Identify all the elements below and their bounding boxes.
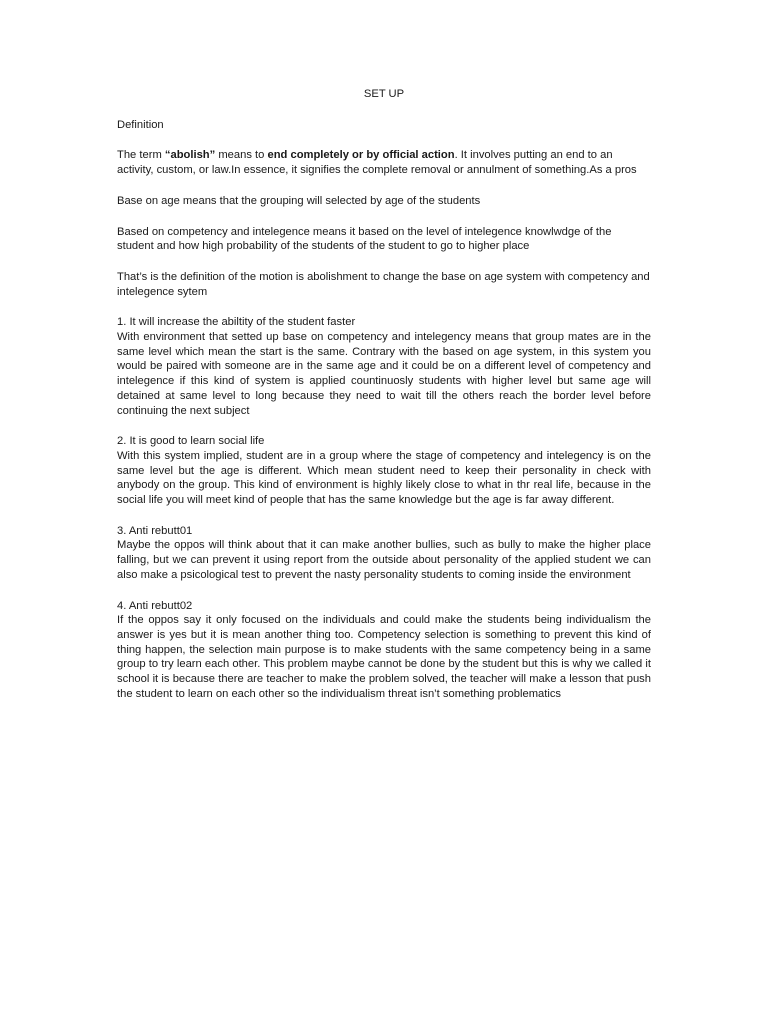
argument-point-3 [117, 524, 651, 583]
age-definition: Base on age means that the grouping will selected by age of the students [117, 194, 481, 207]
point-heading: 2. It is good to learn social life [117, 435, 265, 448]
competency-definition: Based on competency and intelegence means it based on the level of intelegence knowlwdge of the student and how high probability of the students of the student to go to higher place [117, 225, 612, 253]
section-heading: Definition [117, 118, 164, 131]
page-title: SET UP [363, 88, 405, 100]
abolish-term: “abolish” [164, 149, 216, 162]
abolish-definition [117, 148, 651, 177]
argument-point-2 [117, 434, 651, 508]
argument-point-1 [117, 315, 651, 418]
point-body: With this system implied, student are in a group where the stage of competency and intelegency is on the same level but the age is different. Which mean student need to keep their personality in check with anybody on the group. This kind of environment is highly likely close to what in thr real life, because in the social life you will meet kind of people that has the same knowledge but the age is far away different. [117, 449, 651, 507]
abolish-meaning: end completely or by official action [267, 149, 455, 162]
document-body [117, 87, 651, 718]
motion-definition: That’s is the definition of the motion is abolishment to change the base on age system with competency and intelegence sytem [117, 270, 650, 298]
point-body: Maybe the oppos will think about that it can make another bullies, such as bully to make the higher place falling, but we can prevent it using report from the outside about personality of the applied student we can also make a psicological test to prevent the nasty personality students to coming inside the environment [117, 539, 651, 581]
point-heading: 1. It will increase the abiltity of the student faster [117, 316, 356, 329]
abolish-middle: means to [215, 149, 268, 162]
point-heading: 4. Anti rebutt02 [117, 599, 193, 612]
abolish-prefix: The term [117, 149, 165, 162]
point-body: If the oppos say it only focused on the individuals and could make the students being individualism the answer is yes but it is mean another thing too. Competency selection is something to prevent this kind of thing happen, the selection main purpose is to make students with the same competency being in a same group to try learn each other. This problem maybe cannot be done by the student but this is why we called it school it is because there are teacher to make the problem solved, the teacher will make a lesson that push the student to learn on each other so the individualism threat isn’t something problematics [117, 614, 651, 700]
point-heading: 3. Anti rebutt01 [117, 524, 193, 537]
abolish-suffix: . It involves putting an end to an activity, custom, or law.In essence, it signifies the complete removal or annulment of something.As a pros [117, 149, 637, 177]
argument-point-4 [117, 599, 651, 702]
point-body: With environment that setted up base on competency and intelegency means that group mates are in the same level which mean the start is the same. Contrary with the based on age system, in this system you would be paired with someone are in the same age and it could be on a different level of competency and intelegence if this kind of system is applied countinuosly students with higher level but same age will detained at same level to long because they need to wait till the others reach the border level before continuing the next subject [117, 331, 651, 417]
